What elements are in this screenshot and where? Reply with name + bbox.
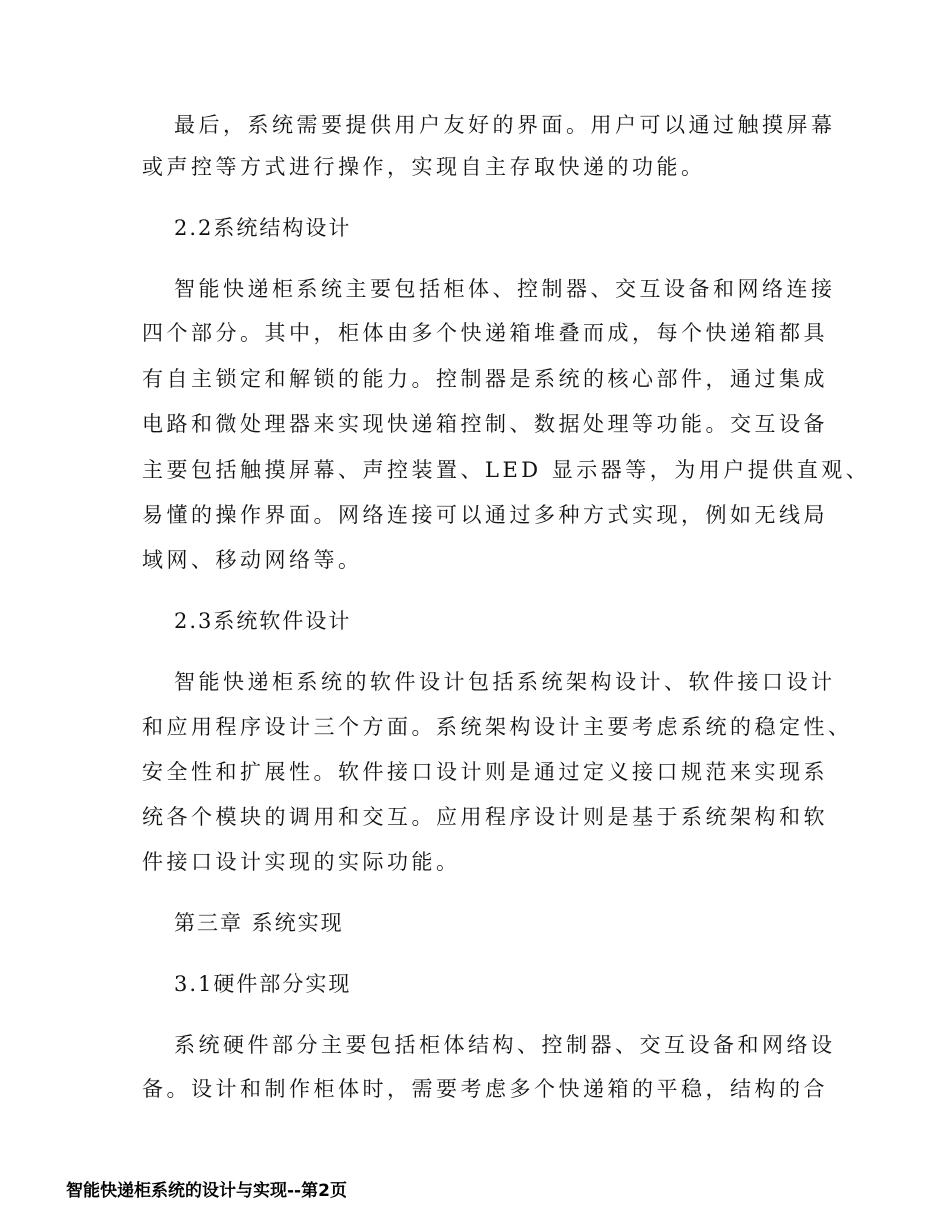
paragraph-line: 域网、移动网络等。	[142, 548, 363, 572]
paragraph-line: 统各个模块的调用和交互。应用程序设计则是基于系统架构和软	[142, 805, 828, 829]
paragraph-line: 电路和微处理器来实现快递箱控制、数据处理等功能。交互设备	[142, 412, 828, 436]
paragraph-line: 系统硬件部分主要包括柜体结构、控制器、交互设备和网络设	[174, 1033, 836, 1057]
section-heading-3-1: 3.1硬件部分实现	[174, 972, 352, 996]
paragraph-line: 四个部分。其中，柜体由多个快递箱堆叠而成，每个快递箱都具	[142, 321, 828, 345]
paragraph-line: 安全性和扩展性。软件接口设计则是通过定义接口规范来实现系	[142, 760, 828, 784]
paragraph-line: 备。设计和制作柜体时，需要考虑多个快递箱的平稳，结构的合	[142, 1077, 828, 1101]
section-heading-2-3: 2.3系统软件设计	[174, 609, 352, 633]
paragraph-line: 或声控等方式进行操作，实现自主存取快递的功能。	[142, 155, 706, 179]
paragraph-line: 有自主锁定和解锁的能力。控制器是系统的核心部件，通过集成	[142, 367, 828, 391]
paragraph-line: 和应用程序设计三个方面。系统架构设计主要考虑系统的稳定性、	[142, 715, 853, 739]
section-heading-2-2: 2.2系统结构设计	[174, 216, 352, 240]
paragraph-line: 主要包括触摸屏幕、声控装置、LED 显示器等，为用户提供直观、	[142, 458, 871, 482]
paragraph-line: 易懂的操作界面。网络连接可以通过多种方式实现，例如无线局	[142, 503, 828, 527]
paragraph-line: 最后，系统需要提供用户友好的界面。用户可以通过触摸屏幕	[174, 113, 836, 137]
paragraph-line: 智能快递柜系统主要包括柜体、控制器、交互设备和网络连接	[174, 277, 836, 301]
paragraph-line: 件接口设计实现的实际功能。	[142, 850, 461, 874]
paragraph-line: 智能快递柜系统的软件设计包括系统架构设计、软件接口设计	[174, 670, 836, 694]
page-footer: 智能快递柜系统的设计与实现--第2页	[66, 1181, 347, 1201]
chapter-heading: 第三章 系统实现	[174, 911, 344, 935]
